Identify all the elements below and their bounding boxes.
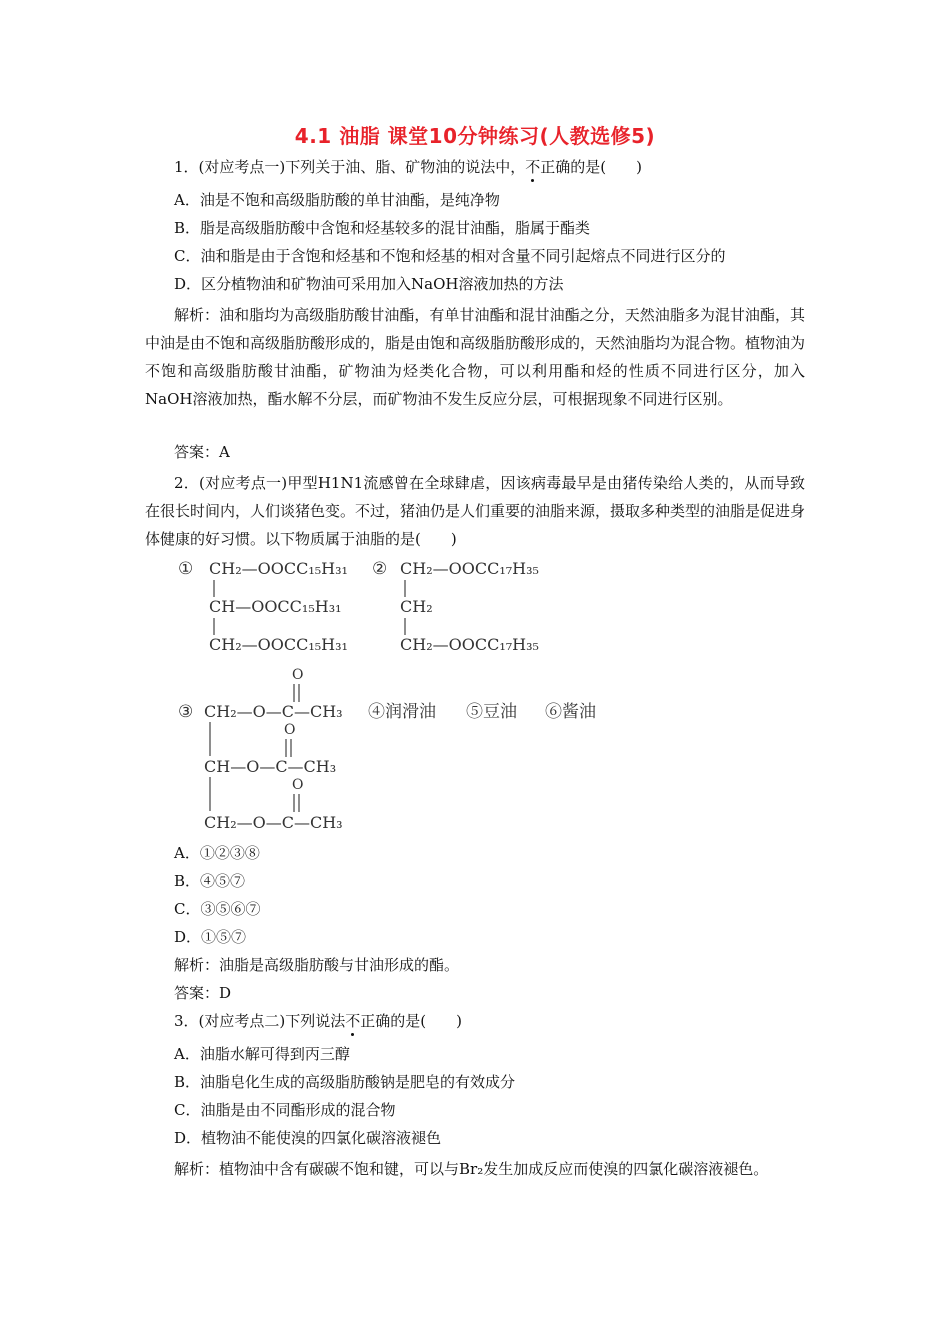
structure-3-oxygen-2: O (284, 722, 296, 738)
q3-stem-tail: 正确的是( ) (360, 1012, 462, 1030)
q3-option-b: B．油脂皂化生成的高级脂肪酸钠是肥皂的有效成分 (174, 1073, 516, 1091)
structure-3-oxygen-3: O (292, 777, 304, 793)
q2-option-b: B．④⑤⑦ (174, 872, 246, 890)
q3-stem-emphasis: 不 (345, 1012, 361, 1030)
q3-option-a: A．油脂水解可得到丙三醇 (174, 1045, 350, 1063)
structure-3-number: ③ (178, 702, 194, 722)
structure-3-oxygen-1: O (292, 667, 304, 683)
q1-option-b: B．脂是高级脂肪酸中含饱和烃基较多的混甘油酯，脂属于酯类 (174, 219, 591, 237)
item-6: ⑥酱油 (545, 702, 596, 722)
structure-3-row1: CH₂—O—C—CH₃ (204, 702, 343, 721)
structure-1-row1: CH₂—OOCC₁₅H₃₁ (209, 559, 348, 578)
structure-1-row3: CH₂—OOCC₁₅H₃₁ (209, 635, 348, 654)
structure-2-row3: CH₂—OOCC₁₇H₃₅ (400, 635, 539, 654)
q2-option-a: A．①②③⑧ (174, 844, 260, 862)
q1-option-c: C．油和脂是由于含饱和烃基和不饱和烃基的相对含量不同引起熔点不同进行区分的 (174, 247, 726, 265)
q3-option-c: C．油脂是由不同酯形成的混合物 (174, 1101, 396, 1119)
q3-option-d: D．植物油不能使溴的四氯化碳溶液褪色 (174, 1129, 442, 1147)
q3-analysis: 解析：植物油中含有碳碳不饱和键，可以与Br₂发生加成反应而使溴的四氯化碳溶液褪色。 (174, 1160, 769, 1178)
q2-option-c: C．③⑤⑥⑦ (174, 900, 261, 918)
structure-2-row1: CH₂—OOCC₁₇H₃₅ (400, 559, 539, 578)
q1-stem-emphasis: 不 (525, 158, 541, 176)
q1-stem-tail: 正确的是( ) (540, 158, 642, 176)
q1-option-d: D．区分植物油和矿物油可采用加入NaOH溶液加热的方法 (174, 275, 564, 293)
structure-2-number: ② (372, 559, 388, 579)
structure-1-number: ① (178, 559, 194, 579)
structure-3-row2: CH—O—C—CH₃ (204, 757, 337, 776)
q1-option-a: A．油是不饱和高级脂肪酸的单甘油酯，是纯净物 (174, 191, 500, 209)
q3-stem (174, 1010, 462, 1032)
q3-stem-text: 3．(对应考点二)下列说法 (174, 1012, 346, 1030)
q2-option-d: D．①⑤⑦ (174, 928, 247, 946)
item-4: ④润滑油 (368, 702, 436, 722)
page-title: 4.1 油脂 课堂10分钟练习(人教选修5) (294, 124, 656, 148)
structure-3-row3: CH₂—O—C—CH₃ (204, 813, 343, 832)
q2-analysis: 解析：油脂是高级脂肪酸与甘油形成的酯。 (174, 956, 460, 974)
q1-stem-text: 1．(对应考点一)下列关于油、脂、矿物油的说法中， (174, 158, 526, 176)
q1-answer: 答案：A (174, 443, 230, 461)
structure-1-row2: CH—OOCC₁₅H₃₁ (209, 597, 342, 616)
q2-answer: 答案：D (174, 984, 232, 1002)
q1-analysis: 解析：油和脂均为高级脂肪酸甘油酯，有单甘油酯和混甘油酯之分，天然油脂多为混甘油酯，其中油是由不饱和高级脂肪酸形成的，脂是由饱和高级脂肪酸形成的，天然油脂均为混合物。植物油为不饱和高级脂肪酸甘油酯，矿物油为烃类化合物，可以利用酯和烃的性质不同进行区分，加入NaOH溶液加热，酯水解不分层，而矿物油不发生反应分层，可根据现象不同进行区别。 (145, 306, 806, 408)
item-5: ⑤豆油 (466, 702, 517, 722)
q2-stem: 2．(对应考点一)甲型H1N1流感曾在全球肆虐，因该病毒最早是由猪传染给人类的，从而导致在很长时间内，人们谈猪色变。不过，猪油仍是人们重要的油脂来源，摄取多种类型的油脂是促进身体健康的好习惯。以下物质属于油脂的是( ) (145, 474, 806, 548)
structure-2-row2: CH₂ (400, 597, 433, 616)
